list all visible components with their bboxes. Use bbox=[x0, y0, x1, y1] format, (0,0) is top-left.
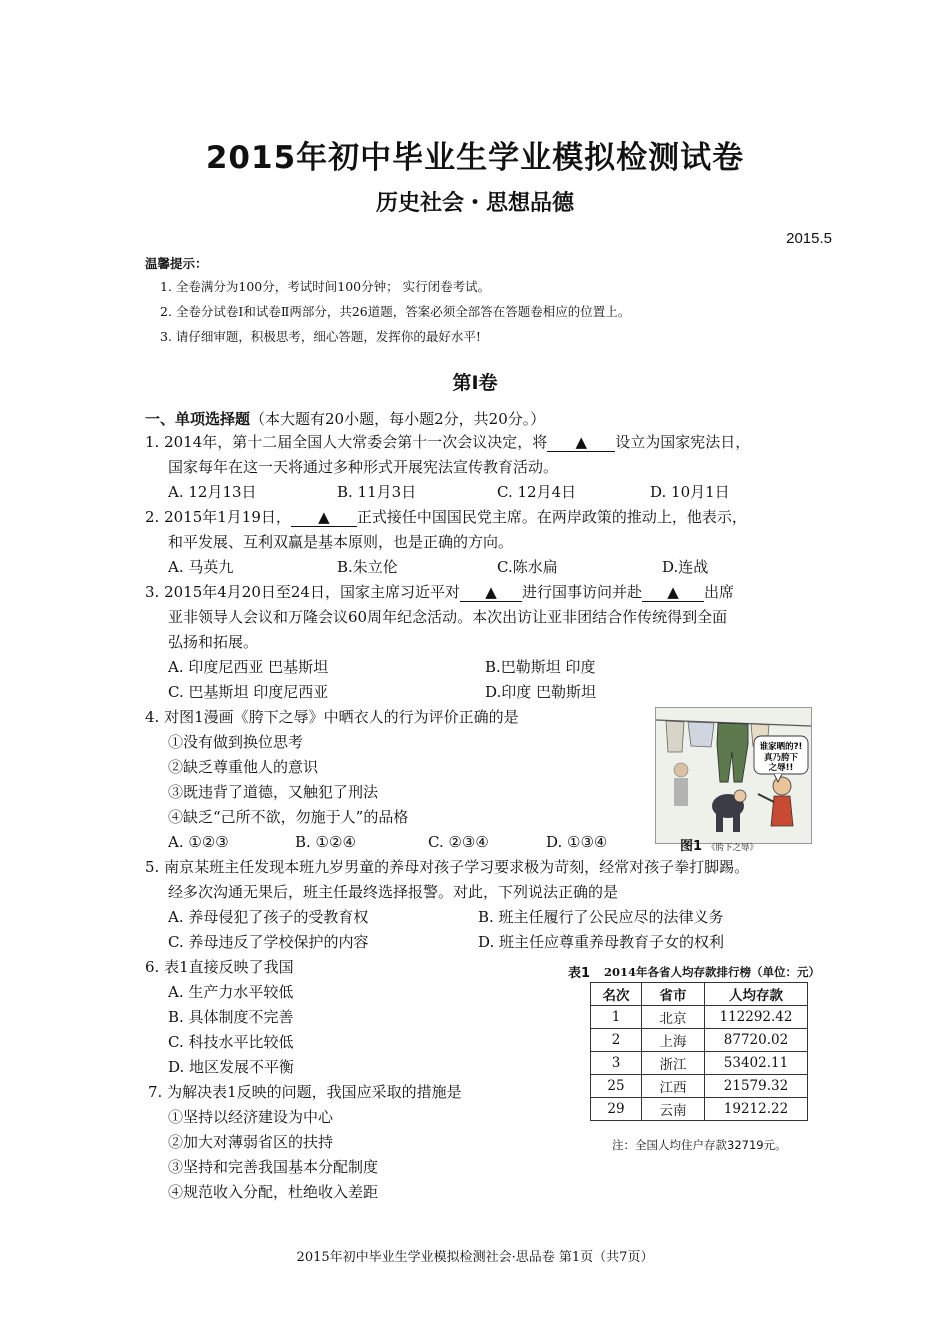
table-cell: 19212.22 bbox=[705, 1098, 808, 1121]
table-cell: 1 bbox=[591, 1006, 642, 1029]
q7-item: ②加大对薄弱省区的扶持 bbox=[168, 1133, 334, 1151]
table-cell: 云南 bbox=[642, 1098, 705, 1121]
q2-text: 和平发展、互利双赢是基本原则，也是正确的方向。 bbox=[168, 533, 514, 551]
q1-text: 1. 2014年，第十二届全国人大常委会第十一次会议决定，将 bbox=[145, 433, 548, 451]
table-title: 2014年各省人均存款排行榜（单位：元） bbox=[604, 965, 821, 979]
option-d: D.连战 bbox=[662, 558, 709, 576]
table-cell: 浙江 bbox=[642, 1052, 705, 1075]
q3-text: 亚非领导人会议和万隆会议60周年纪念活动。本次出访让亚非团结合作传统得到全面 bbox=[168, 608, 728, 626]
section-heading-label: 一、单项选择题 bbox=[145, 410, 251, 428]
answer-blank: ▲ bbox=[460, 583, 522, 602]
q1-options bbox=[0, 480, 950, 505]
table-cell: 上海 bbox=[642, 1029, 705, 1052]
option-d: D.印度 巴勒斯坦 bbox=[485, 683, 597, 701]
section-heading-note: （本大题有20小题，每小题2分，共20分。） bbox=[250, 410, 546, 428]
option-a: A. 养母侵犯了孩子的受教育权 bbox=[168, 908, 369, 926]
bubble-text: 之辱!! bbox=[768, 763, 794, 773]
table-cell: 25 bbox=[591, 1075, 642, 1098]
table-header-row bbox=[591, 983, 808, 1006]
question-1-line bbox=[145, 430, 750, 455]
q2-options bbox=[0, 555, 950, 580]
cartoon-figure-1 bbox=[655, 707, 812, 844]
table-header: 人均存款 bbox=[705, 983, 808, 1006]
q2-text: 2. 2015年1月19日， bbox=[145, 508, 291, 526]
figure-label: 图1 bbox=[680, 839, 703, 854]
q3-text: 弘扬和拓展。 bbox=[168, 633, 259, 651]
q5-options bbox=[0, 905, 950, 955]
table-cell: 112292.42 bbox=[705, 1006, 808, 1029]
page-footer: 2015年初中毕业生学业模拟检测社会·思品卷 第1页（共7页） bbox=[296, 1250, 654, 1265]
q2-text: 正式接任中国国民党主席。在两岸政策的推动上，他表示， bbox=[356, 508, 747, 526]
option-b: B. 11月3日 bbox=[337, 483, 417, 501]
q3-text: 3. 2015年4月20日至24日，国家主席习近平对 bbox=[145, 583, 460, 601]
deposit-ranking-table bbox=[590, 982, 808, 1121]
question-4-stem: 4. 对图1漫画《胯下之辱》中晒衣人的行为评价正确的是 bbox=[145, 708, 519, 726]
option-b: B. ①②④ bbox=[295, 833, 356, 851]
table-cell: 53402.11 bbox=[705, 1052, 808, 1075]
tip-item: 1. 全卷满分为100分，考试时间100分钟； 实行闭卷考试。 bbox=[160, 279, 491, 294]
tip-item: 3. 请仔细审题，积极思考，细心答题，发挥你的最好水平! bbox=[160, 329, 481, 344]
q7-item: ③坚持和完善我国基本分配制度 bbox=[168, 1158, 379, 1176]
table-cell: 29 bbox=[591, 1098, 642, 1121]
q5-text: 经多次沟通无果后，班主任最终选择报警。对此，下列说法正确的是 bbox=[168, 883, 619, 901]
table-cell: 21579.32 bbox=[705, 1075, 808, 1098]
table-cell: 87720.02 bbox=[705, 1029, 808, 1052]
option-d: D. 10月1日 bbox=[650, 483, 730, 501]
option-c: C. 巴基斯坦 印度尼西亚 bbox=[168, 683, 329, 701]
table-header: 名次 bbox=[591, 983, 642, 1006]
table-cell: 北京 bbox=[642, 1006, 705, 1029]
question-7-stem: 7. 为解决表1反映的问题，我国应采取的措施是 bbox=[148, 1083, 462, 1101]
table-cell: 3 bbox=[591, 1052, 642, 1075]
q3-text: 出席 bbox=[704, 583, 735, 601]
page-title: 2015年初中毕业生学业模拟检测试卷 bbox=[205, 140, 745, 176]
option-a: A. 12月13日 bbox=[168, 483, 257, 501]
q4-item: ③既违背了道德，又触犯了刑法 bbox=[168, 783, 379, 801]
figure-caption: 《胯下之辱》 bbox=[707, 843, 759, 853]
q4-item: ②缺乏尊重他人的意识 bbox=[168, 758, 319, 776]
table-note: 注：全国人均住户存款32719元。 bbox=[612, 1138, 787, 1152]
option-b: B.朱立伦 bbox=[337, 558, 398, 576]
table-row bbox=[591, 1052, 808, 1075]
table-header: 省市 bbox=[642, 983, 705, 1006]
q7-item: ④规范收入分配，杜绝收入差距 bbox=[168, 1183, 379, 1201]
table-cell: 江西 bbox=[642, 1075, 705, 1098]
table-row bbox=[591, 1075, 808, 1098]
table-row bbox=[591, 1098, 808, 1121]
question-6-stem: 6. 表1直接反映了我国 bbox=[145, 958, 294, 976]
option-c: C. ②③④ bbox=[428, 833, 489, 851]
option-c: C. 科技水平比较低 bbox=[168, 1033, 294, 1051]
deposit-table bbox=[590, 982, 808, 1121]
bubble-text: 谁家晒的?! bbox=[759, 742, 803, 752]
answer-blank: ▲ bbox=[547, 433, 615, 452]
answer-blank: ▲ bbox=[291, 508, 357, 527]
question-5-line: 5. 南京某班主任发现本班九岁男童的养母对孩子学习要求极为苛刻，经常对孩子拳打脚踢。 bbox=[145, 858, 750, 876]
table-row bbox=[591, 1029, 808, 1052]
option-b: B. 班主任履行了公民应尽的法律义务 bbox=[478, 908, 724, 926]
option-a: A. 印度尼西亚 巴基斯坦 bbox=[168, 658, 329, 676]
q3-options bbox=[0, 655, 950, 705]
q3-text: 进行国事访问并赴 bbox=[521, 583, 642, 601]
page-subtitle: 历史社会・思想品德 bbox=[375, 191, 574, 216]
option-c: C. 12月4日 bbox=[497, 483, 577, 501]
q4-options bbox=[0, 830, 650, 855]
bubble-text: 真乃胯下 bbox=[763, 753, 799, 763]
exam-date: 2015.5 bbox=[786, 230, 832, 247]
option-d: D. ①③④ bbox=[546, 833, 608, 851]
option-b: B.巴勒斯坦 印度 bbox=[485, 658, 596, 676]
section-heading bbox=[145, 407, 545, 432]
option-b: B. 具体制度不完善 bbox=[168, 1008, 294, 1026]
section-title: 第Ⅰ卷 bbox=[452, 372, 498, 394]
table-label: 表1 bbox=[568, 966, 591, 981]
option-c: C.陈水扁 bbox=[497, 558, 558, 576]
option-d: D. 班主任应尊重养母教育子女的权利 bbox=[478, 933, 725, 951]
table-row bbox=[591, 1006, 808, 1029]
q4-item: ④缺乏“己所不欲，勿施于人”的品格 bbox=[168, 808, 409, 826]
option-a: A. 马英九 bbox=[168, 558, 234, 576]
q4-item: ①没有做到换位思考 bbox=[168, 733, 304, 751]
q1-text: 国家每年在这一天将通过多种形式开展宪法宣传教育活动。 bbox=[168, 458, 559, 476]
option-a: A. 生产力水平较低 bbox=[168, 983, 294, 1001]
cartoon-illustration bbox=[656, 708, 811, 843]
q7-item: ①坚持以经济建设为中心 bbox=[168, 1108, 334, 1126]
question-2-line bbox=[145, 505, 747, 530]
q1-text: 设立为国家宪法日， bbox=[615, 433, 751, 451]
answer-blank: ▲ bbox=[642, 583, 704, 602]
option-c: C. 养母违反了学校保护的内容 bbox=[168, 933, 369, 951]
option-a: A. ①②③ bbox=[168, 833, 229, 851]
question-3-line bbox=[145, 580, 734, 605]
table-cell: 2 bbox=[591, 1029, 642, 1052]
tips-heading: 温馨提示： bbox=[145, 256, 208, 271]
option-d: D. 地区发展不平衡 bbox=[168, 1058, 295, 1076]
tip-item: 2. 全卷分试卷Ⅰ和试卷Ⅱ两部分，共26道题，答案必须全部答在答题卷相应的位置上。 bbox=[160, 304, 631, 319]
